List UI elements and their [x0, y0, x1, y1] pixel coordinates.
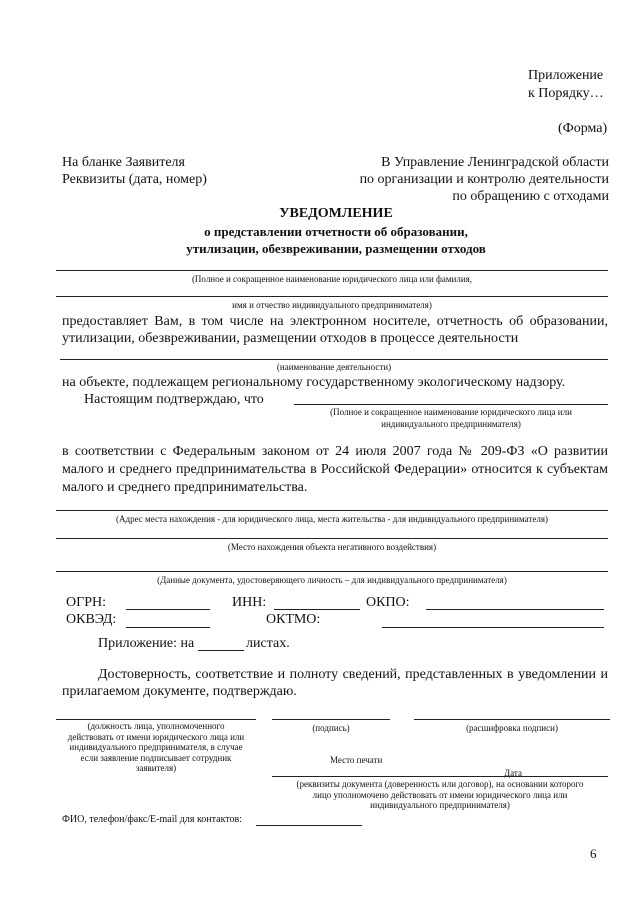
id-document-field-line [56, 571, 608, 572]
document-title: УВЕДОМЛЕНИЕ [279, 206, 393, 221]
name-field-line-1 [56, 270, 608, 271]
signature-decode-field-line[interactable] [414, 719, 610, 720]
inn-label: ИНН: [232, 595, 267, 610]
paragraph-report-line-2: утилизации, обезвреживании, размещении отходов в процессе деятельности [62, 331, 519, 346]
location-field-line [56, 538, 608, 539]
oktmo-label: ОКТМО: [266, 612, 321, 627]
document-subtitle-2: утилизации, обезвреживании, размещении отходов [186, 241, 486, 256]
paragraph-report-line-1: предоставляет Вам, в том числе на электронном носителе, отчетность об образовании, [62, 314, 608, 329]
signature-decode-caption: (расшифровка подписи) [466, 723, 558, 733]
address-field-caption: (Адрес места нахождения - для юридического лица, места жительства - для индивидуального предпринимателя) [116, 514, 548, 524]
okpo-label: ОКПО: [366, 595, 410, 610]
position-caption-line-1: (должность лица, уполномоченного [87, 721, 225, 731]
position-caption-line-3: индивидуального предпринимателя, в случае [69, 742, 243, 752]
position-caption-line-4: если заявление подписывает сотрудник [80, 752, 232, 763]
addressee-line-1: В Управление Ленинградской области [381, 155, 609, 170]
okved-label: ОКВЭД: [66, 612, 117, 627]
reliability-line-1: Достоверность, соответствие и полноту сведений, представленных в уведомлении и [98, 667, 608, 682]
okpo-field[interactable] [426, 609, 604, 610]
requisites-caption-line-3: индивидуального предпринимателя) [370, 800, 510, 810]
signature-field-line[interactable] [272, 719, 390, 720]
name-field-caption-2: имя и отчество индивидуального предпринимателя) [232, 300, 432, 310]
activity-field-line [60, 359, 608, 360]
position-caption-line-5: заявителя) [135, 763, 177, 773]
ogrn-label: ОГРН: [66, 595, 106, 610]
form-label: (Форма) [558, 121, 608, 136]
name-field-caption-1: (Полное и сокращенное наименование юридического лица или фамилия, [191, 274, 473, 284]
requisites-caption [272, 779, 608, 811]
oktmo-field[interactable] [382, 627, 604, 628]
document-subtitle-1: о представлении отчетности об образовании, [204, 224, 468, 239]
addressee-line-3: по обращению с отходами [452, 189, 609, 204]
contacts-field[interactable] [256, 825, 362, 826]
confirm-field-caption-1: (Полное и сокращенное наименование юридического лица или [330, 407, 572, 417]
attachment-suffix: листах. [246, 636, 290, 651]
appendix-reference: к Порядку… [528, 86, 604, 101]
page-number: 6 [590, 846, 597, 861]
requisites-caption-line-1: (реквизиты документа (доверенность или договор), на основании которого [296, 779, 584, 789]
inn-field[interactable] [274, 609, 360, 610]
position-caption [56, 721, 256, 774]
signature-caption: (подпись) [312, 723, 350, 733]
contacts-label: ФИО, телефон/факс/E-mail для контактов: [62, 814, 243, 825]
addressee-line-2: по организации и контролю деятельности [359, 172, 609, 187]
position-field-line [56, 719, 256, 720]
confirm-field-line [294, 404, 608, 405]
ogrn-field[interactable] [126, 609, 210, 610]
appendix-label: Приложение [528, 68, 604, 83]
stamp-place-label: Место печати [330, 755, 383, 765]
requisites-label: Реквизиты (дата, номер) [62, 172, 207, 187]
attachment-prefix: Приложение: на [98, 636, 195, 651]
position-caption-line-2: действовать от имени юридического лица или [67, 731, 245, 742]
paragraph-law-line-3: малого и среднего предпринимательства. [62, 480, 308, 495]
location-field-caption: (Место нахождения объекта негативного воздействия) [227, 542, 437, 552]
reliability-line-2: прилагаемом документе, подтверждаю. [62, 684, 297, 699]
paragraph-law-line-1: в соответствии с Федеральным законом от 24 июля 2007 года № 209-ФЗ «О развитии [62, 444, 608, 459]
okved-field[interactable] [126, 627, 210, 628]
paragraph-law-line-2: малого и среднего предпринимательства в Российской Федерации» относится к субъектам [62, 462, 608, 477]
requisites-caption-line-2: лицо уполномочено действовать от имени юридического лица или [312, 789, 568, 800]
id-document-field-caption: (Данные документа, удостоверяющего личность – для индивидуального предпринимателя) [157, 575, 507, 585]
activity-field-caption: (наименование деятельности) [276, 362, 392, 372]
confirm-text: Настоящим подтверждаю, что [84, 392, 264, 407]
requisites-field-line[interactable] [272, 776, 608, 777]
attachment-sheets-field[interactable] [198, 650, 244, 651]
date-label: Дата [504, 768, 522, 778]
confirm-field-caption-2: индивидуального предпринимателя) [381, 419, 521, 429]
applicant-blank-label: На бланке Заявителя [62, 155, 185, 170]
paragraph-object: на объекте, подлежащем региональному государственному экологическому надзору. [62, 375, 566, 390]
address-field-line [56, 510, 608, 511]
name-field-line-2 [56, 296, 608, 297]
